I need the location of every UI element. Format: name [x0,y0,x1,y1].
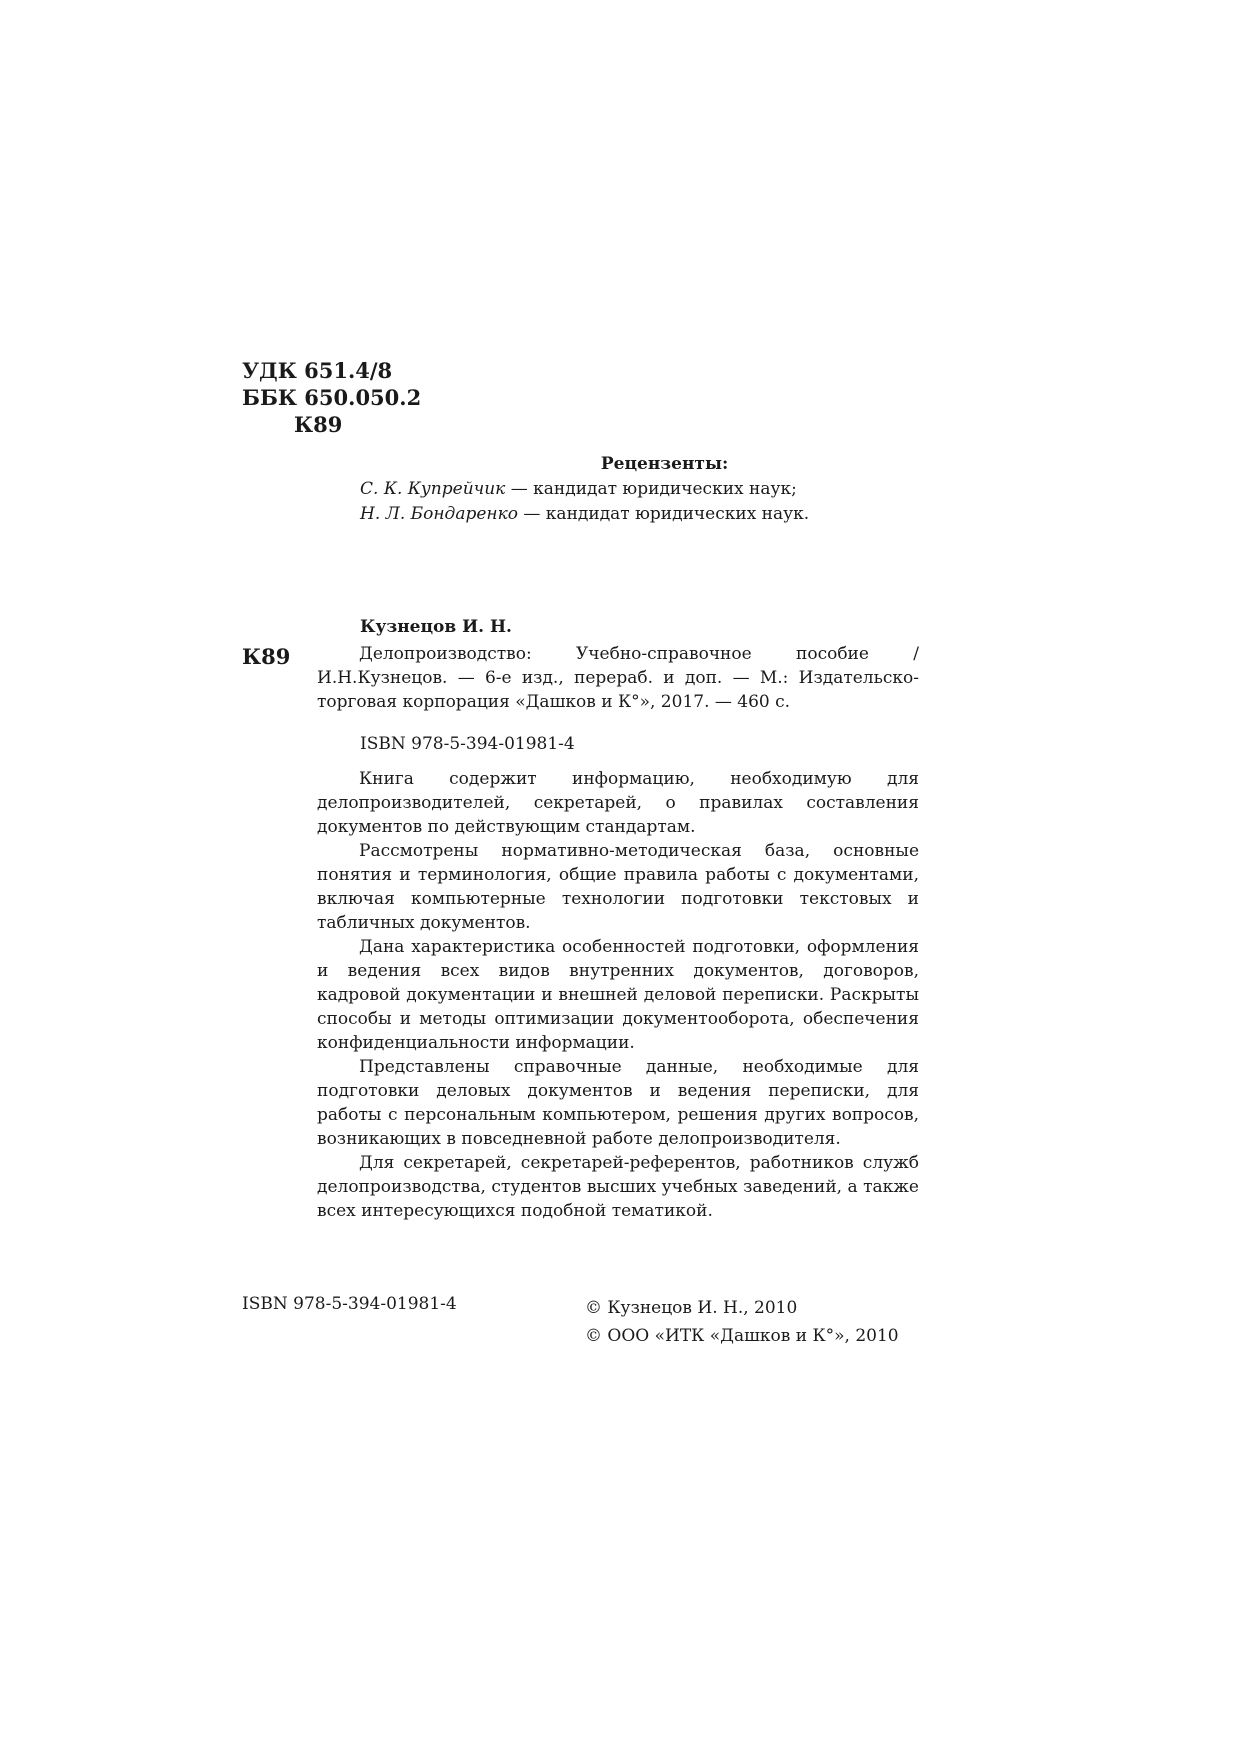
annotation-paragraph: Книга содержит информацию, необходимую для делопроизводителей, секретарей, о правилах составления документов по действующим стандартам. [317,769,919,837]
copyright-author: © Кузнецов И. Н., 2010 [585,1298,798,1318]
reviewer-name: С. К. Купрейчик [360,479,506,499]
reviewer-2 [360,502,809,527]
annotation-paragraph: Представлены справочные данные, необходимые для подготовки деловых документов и ведения переписки, для работы с персональным компьютером, решения других вопросов, возникающих в повседневной работе делопроизводителя. [317,1057,919,1149]
reviewer-name: Н. Л. Бондаренко [360,504,518,524]
copyright-publisher: © ООО «ИТК «Дашков и К°», 2010 [585,1326,899,1346]
reviewer-credential: — кандидат юридических наук. [518,504,810,524]
author-heading: Кузнецов И. Н. [360,617,512,637]
classification-codes [242,357,421,438]
bibliographic-citation: Делопроизводство: Учебно-справочное пособие / И.Н.Кузнецов. — 6-е изд., перераб. и доп. — М.: Издательско-торговая корпорация «Дашков и К°», 2017. — 460 с. [317,644,919,712]
annotation-paragraph: Для секретарей, секретарей-референтов, работников служб делопроизводства, студентов высших учебных заведений, а также всех интересующихся подобной тематикой. [317,1153,919,1221]
isbn-line: ISBN 978-5-394-01981-4 [360,734,575,754]
author-mark: К89 [294,412,343,437]
annotation-paragraph: Дана характеристика особенностей подготовки, оформления и ведения всех видов внутренних документов, договоров, кадровой документации и внешней деловой переписки. Раскрыты способы и методы оптимизации документооборота, обеспечения конфиденциальности информации. [317,937,919,1053]
udk-code: УДК 651.4/8 [242,358,393,383]
footer-isbn: ISBN 978-5-394-01981-4 [242,1294,457,1314]
reviewer-1 [360,477,809,502]
copyright-block [585,1294,899,1350]
side-author-mark: К89 [242,644,291,669]
annotation-paragraph: Рассмотрены нормативно-методическая база, основные понятия и терминология, общие правила работы с документами, включая компьютерные технологии подготовки текстовых и табличных документов. [317,841,919,933]
reviewers-title: Рецензенты: [600,454,729,474]
bbk-code: ББК 650.050.2 [242,385,422,410]
reviewers-block [360,452,809,527]
reviewer-credential: — кандидат юридических наук; [505,479,797,499]
annotation [317,767,919,1223]
